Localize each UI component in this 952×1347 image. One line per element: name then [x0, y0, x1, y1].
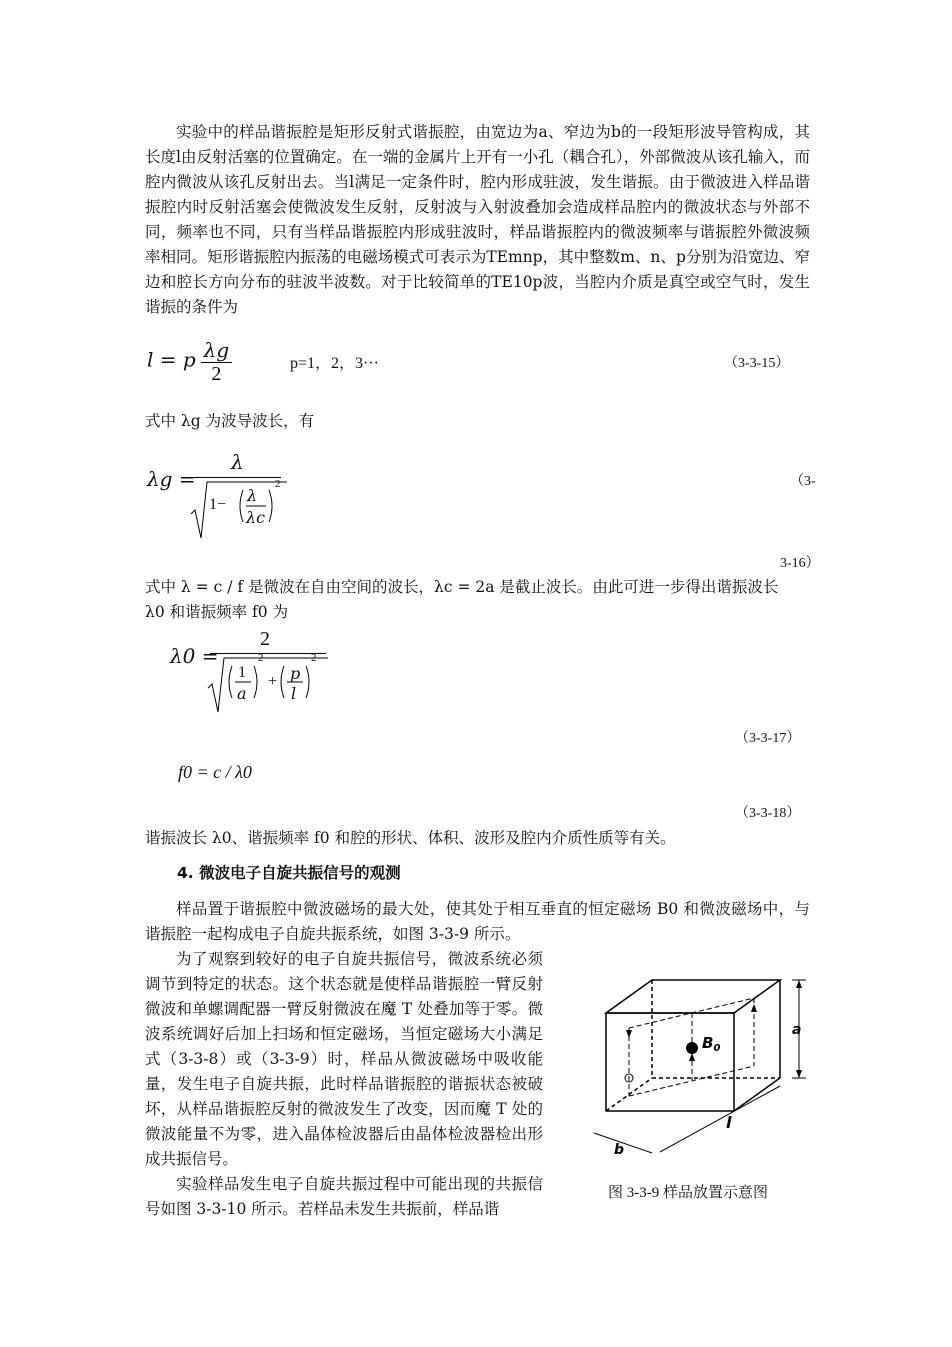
- section-heading: 4. 微波电子自旋共振信号的观测: [177, 864, 401, 882]
- paragraph-microwave-system: 为了观察到较好的电子自旋共振信号，微波系统必须调节到特定的状态。这个状态就是使样品谐振腔一臂反射微波和单螺调配器一臂反射微波在魔 T 处叠加等于零。微波系统调好后加上扫场和恒定磁场，当恒定磁场大小满足式（3-3-8）或（3-3-9）时，样品从微波磁场中吸收能量，发生电子自旋共振，此时样品谐振腔的谐振状态被破坏，从样品谐振腔反射的微波发生了改变，因而魔 T 处的微波能量不为零，进入晶体检波器后由晶体检波器检出形成共振信号。: [145, 950, 543, 1168]
- eq18-number: （3-3-18）: [735, 806, 801, 821]
- eq16-lhs: λg =: [147, 467, 196, 491]
- eq17-term2-num: p: [290, 664, 301, 683]
- eq17-term2-den: l: [291, 684, 297, 703]
- eq16-numerator: λ: [231, 450, 244, 474]
- equation-3-3-18: f0 = c / λ0: [178, 762, 252, 782]
- eq17-term2-exponent: 2: [311, 652, 317, 664]
- figure-label-B0: $B_0$: [702, 1034, 721, 1054]
- eq15-number: （3-3-15）: [724, 356, 790, 371]
- paragraph-wavelength-line1: 式中 λ = c / f 是微波在自由空间的波长，λc = 2a 是截止波长。由此可进一步得出谐振波长: [145, 578, 779, 596]
- equation-3-3-16: [147, 450, 307, 545]
- eq15-lhs: l = p: [147, 347, 196, 372]
- paragraph-resonance-dependence: 谐振波长 λ0、谐振频率 f0 和腔的形状、体积、波形及腔内介质性质等有关。: [145, 829, 676, 847]
- equation-3-3-15: [147, 338, 232, 386]
- eq16-number-part1: （3-: [790, 474, 816, 489]
- eq16-inner-den: λc: [246, 508, 266, 527]
- eq17-term1-den: a: [237, 684, 247, 703]
- eq15-fraction: [201, 338, 232, 386]
- eq17-plus: +: [268, 673, 278, 690]
- paragraph-resonance-signal: 实验样品发生电子自旋共振过程中可能出现的共振信号如图 3-3-10 所示。若样品未发生共振前，样品谐: [145, 1175, 543, 1218]
- eq17-term1-exponent: 2: [258, 652, 264, 664]
- eq16-one-minus: 1−: [209, 496, 227, 513]
- eq15-condition: p=1，2，3···: [290, 355, 380, 372]
- eq16-exponent: 2: [275, 478, 281, 490]
- paragraph-sample-placement: 样品置于谐振腔中微波磁场的最大处，使其处于相互垂直的恒定磁场 B0 和微波磁场中，与谐振腔一起构成电子自旋共振系统，如图 3-3-9 所示。: [145, 900, 810, 943]
- sample-cavity-diagram: [584, 968, 814, 1170]
- eq15-numerator: λg: [203, 338, 230, 362]
- eq17-term1-num: 1: [238, 664, 246, 681]
- figure-caption: 图 3-3-9 样品放置示意图: [608, 1185, 768, 1201]
- eq17-numerator: 2: [260, 628, 270, 650]
- paragraph-resonator-description: 实验中的样品谐振腔是矩形反射式谐振腔，由宽边为a、窄边为b的一段矩形波导管构成，其长度l由反射活塞的位置确定。在一端的金属片上开有一小孔（耦合孔），外部微波从该孔输入，而腔内微波从该孔反射出去。当l满足一定条件时，腔内形成驻波，发生谐振。由于微波进入样品谐振腔内时反射活塞会使微波发生反射，反射波与入射波叠加会造成样品腔内的微波状态与外部不同，频率也不同，只有当样品谐振腔内形成驻波时，样品谐振腔内的微波频率与谐振腔外微波频率相同。矩形谐振腔内振荡的电磁场模式可表示为TEmnp，其中整数m、n、p分别为沿宽边、窄边和腔长方向分布的驻波半波数。对于比较简单的TE10p波，当腔内介质是真空或空气时，发生谐振的条件为: [145, 123, 810, 316]
- paragraph-wavelength-line2: λ0 和谐振频率 f0 为: [145, 603, 289, 621]
- eq17-lhs: λ0 =: [170, 644, 219, 668]
- eq17-number: （3-3-17）: [735, 731, 801, 746]
- eq16-number-part2: 3-16）: [780, 556, 820, 571]
- eq15-denominator: 2: [201, 362, 232, 386]
- eq16-inner-num: λ: [247, 486, 258, 505]
- figure-label-a: a: [792, 1022, 802, 1038]
- eq16-sqrt-icon: [189, 478, 289, 542]
- equation-3-3-17: [170, 628, 340, 718]
- text-lambda-g: 式中 λg 为波导波长，有: [145, 412, 315, 430]
- figure-label-l: l: [726, 1113, 732, 1132]
- figure-label-b: b: [614, 1142, 625, 1158]
